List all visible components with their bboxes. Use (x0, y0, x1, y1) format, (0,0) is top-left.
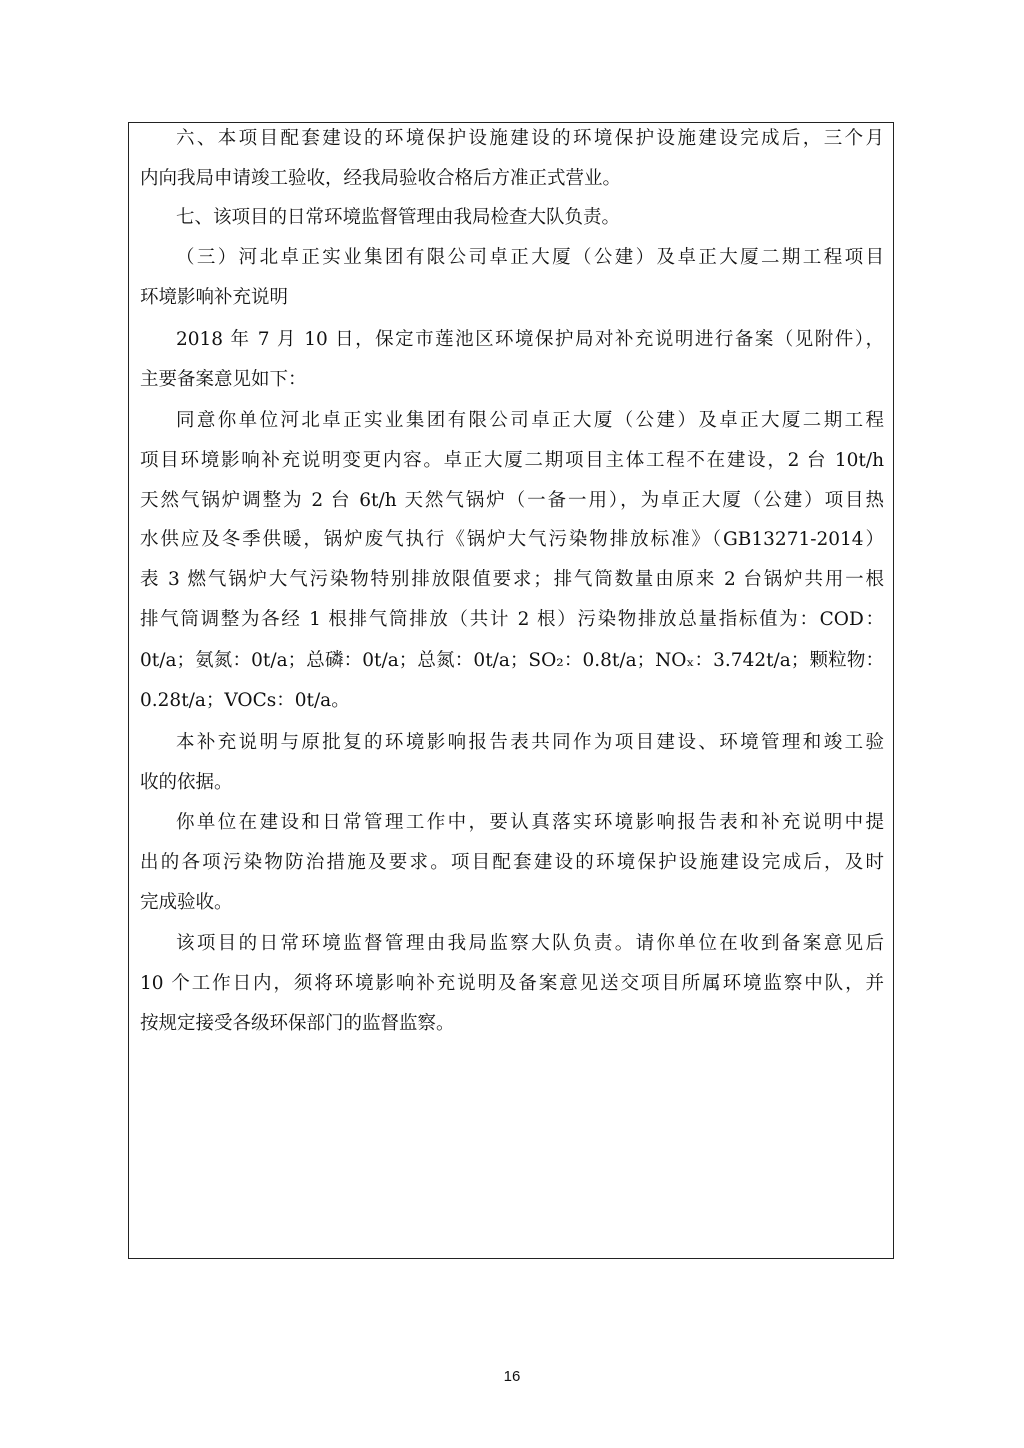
text-line: 水供应及冬季供暖，锅炉废气执行《锅炉大气污染物排放标准》（GB13271-2014） (140, 529, 884, 550)
text-line: 完成验收。 (140, 892, 233, 913)
text-line: 同意你单位河北卓正实业集团有限公司卓正大厦（公建）及卓正大厦二期工程 (176, 410, 884, 431)
text-line: 2018 年 7 月 10 日，保定市莲池区环境保护局对补充说明进行备案（见附件）， (176, 329, 884, 350)
text-line: 0t/a；氨氮：0t/a；总磷：0t/a；总氮：0t/a；SO₂：0.8t/a；NOₓ：3.742t/a；颗粒物： (140, 650, 884, 671)
text-line: 环境影响补充说明 (140, 287, 289, 308)
text-line: 按规定接受各级环保部门的监督监察。 (140, 1013, 455, 1034)
text-line: 排气筒调整为各经 1 根排气筒排放（共计 2 根）污染物排放总量指标值为：COD： (140, 609, 884, 630)
text-line: 出的各项污染物防治措施及要求。项目配套建设的环境保护设施建设完成后，及时 (140, 852, 884, 873)
text-line: 七、该项目的日常环境监督管理由我局检查大队负责。 (176, 207, 621, 228)
text-line: 天然气锅炉调整为 2 台 6t/h 天然气锅炉（一备一用），为卓正大厦（公建）项目热 (140, 490, 884, 511)
text-line: 六、本项目配套建设的环境保护设施建设的环境保护设施建设完成后，三个月 (176, 128, 884, 149)
text-line: 本补充说明与原批复的环境影响报告表共同作为项目建设、环境管理和竣工验 (176, 732, 884, 753)
text-line: 内向我局申请竣工验收，经我局验收合格后方准正式营业。 (140, 168, 622, 189)
text-line: 10 个工作日内，须将环境影响补充说明及备案意见送交项目所属环境监察中队，并 (140, 973, 884, 994)
text-line: 项目环境影响补充说明变更内容。卓正大厦二期项目主体工程不在建设，2 台 10t/h (140, 450, 884, 471)
text-line: 表 3 燃气锅炉大气污染物特别排放限值要求；排气筒数量由原来 2 台锅炉共用一根 (140, 569, 884, 590)
text-line: 0.28t/a；VOCs：0t/a。 (140, 690, 350, 711)
text-line: 主要备案意见如下： (140, 369, 307, 390)
text-line: 收的依据。 (140, 772, 233, 793)
text-line: 该项目的日常环境监督管理由我局监察大队负责。请你单位在收到备案意见后 (176, 933, 884, 954)
page-number: 16 (503, 1368, 521, 1385)
text-line: （三）河北卓正实业集团有限公司卓正大厦（公建）及卓正大厦二期工程项目 (176, 247, 884, 268)
text-line: 你单位在建设和日常管理工作中，要认真落实环境影响报告表和补充说明中提 (176, 812, 884, 833)
